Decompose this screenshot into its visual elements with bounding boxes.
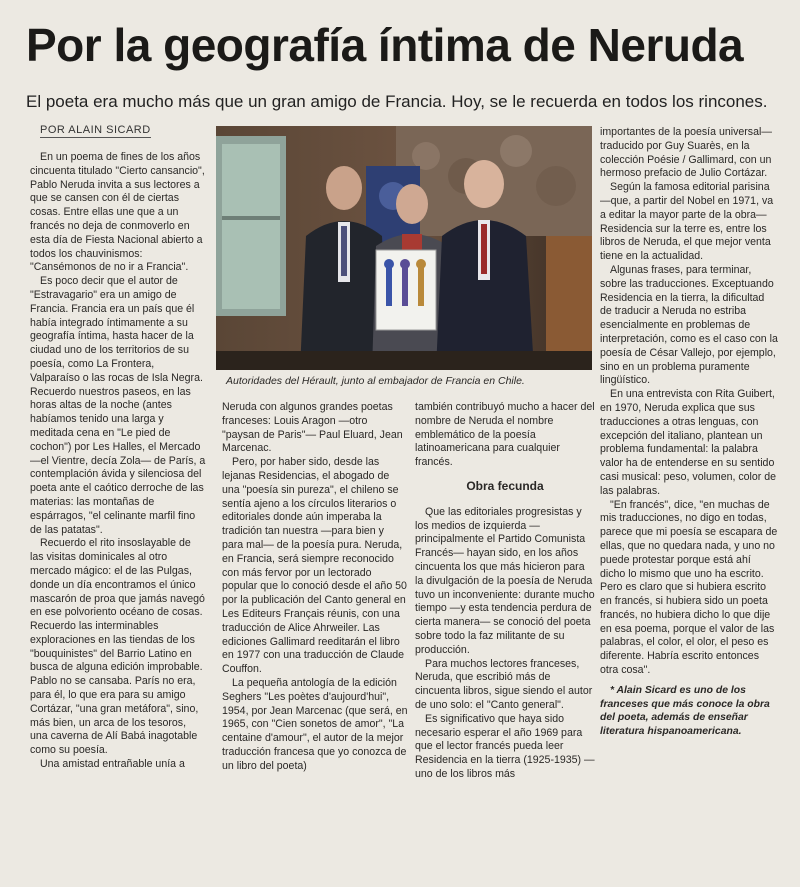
paragraph: Neruda con algunos grandes poetas franceses: Louis Aragon —otro "paysan de Paris"— Paul Eluard, Jean Marcenac.: [222, 401, 403, 455]
paragraph: Según la famosa editorial parisina —que, a partir del Nobel en 1971, va a editar la mayor parte de la obra— Residencia sur la terre es, entre los libros de Neruda, el que mejor venta tiene en la actualidad.: [600, 181, 774, 263]
article-photo: [216, 126, 592, 370]
paragraph: Para muchos lectores franceses, Neruda, que escribió más de cincuenta libros, sigue siendo el autor de uno solo: el "Canto general".: [415, 657, 593, 711]
paragraph: también contribuyó mucho a hacer del nombre de Neruda el nombre emblemático de la poesía latinoamericana para cualquier francés.: [415, 401, 595, 469]
deck-subtitle: El poeta era mucho más que un gran amigo de Francia. Hoy, se le recuerda en todos los rincones.: [26, 92, 768, 111]
photo-caption: Autoridades del Hérault, junto al embajador de Francia en Chile.: [226, 375, 525, 387]
paragraph: Algunas frases, para terminar, sobre las traducciones. Exceptuando Residencia en la tierra, la dificultad de traducir a Neruda no estriba esencialmente en problemas de interpretación, como es el caso con la poesía de César Vallejo, por ejemplo, sino en un problema puramente lingüístico.: [600, 263, 778, 387]
paragraph: "En francés", dice, "en muchas de mis traducciones, no digo en todas, parece que mi poesía se escapara de ellas, que no quedara nada, y uno no puede protestar porque está ahí dicho lo mismo que uno ha escrito. Pero es claro que si hubiera escrito en francés, si hubiera sido un poeta francés, no hubiera dicho lo que dije en esa poema, porque el valor de las palabras, el color, el olor, el peso es diferente. Habría escrito entonces otra cosa".: [600, 498, 778, 677]
paragraph: Pero, por haber sido, desde las lejanas Residencias, el abogado de una "poesía sin pureza", el chileno se sentía ajeno a los círculos literarios o editoriales donde aún imperaba la tradición tan nuestra —para bien y para mal— de la poesía pura. Neruda, en Francia, será siempre reconocido con más fervor por un lectorado popular que lo conoció desde el año 50 por la publicación del Canto general en Les Editeurs Français réunis, con una traducción de Alice Ahrweiler. Las ediciones Gallimard reeditarán el libro en 1977 con una traducción de Claude Couffon.: [222, 456, 407, 676]
paragraph: importantes de la poesía universal— traducido por Guy Suarès, en la colección Poésie / Gallimard, con un hermoso prefacio de Julio Cortázar.: [600, 126, 772, 180]
article-column-4: [600, 126, 778, 739]
paragraph: Una amistad entrañable unía a: [40, 758, 185, 771]
paragraph: Es poco decir que el autor de "Estravagario" era un amigo de Francia. Francia era un país que él había integrado íntimamente a su geografía íntima, hasta hacer de la ciudad uno de los territorios de su poesía, como La Frontera, Valparaíso o las rocas de Isla Negra. Recuerdo nuestros paseos, en las horas altas de la noche (antes habíamos tenido una larga y meditada cena en "Le pied de cochon") por Les Halles, el Mercado —el Vientre, decía Zola— de París, a contemplación ávida y silenciosa del poeta ante el caótico derroche de las materias: las montañas de espárragos, "el celinante marfil fino de las patatas".: [30, 275, 206, 536]
article-column-3: [415, 401, 595, 782]
author-note: * Alain Sicard es uno de los franceses que más conoce la obra del poeta, además de enseñar literatura hispanoamericana.: [600, 684, 770, 738]
photo-illustration: [216, 126, 592, 370]
paragraph: La pequeña antología de la edición Seghers "Les poètes d'aujourd'hui", 1954, por Jean Marcenac (que será, en 1965, con "Cien sonetos de amor", "La centaine d'amour", el autor de la mejor traducción francesa que yo conozca de un libro del poeta): [222, 676, 408, 772]
article-column-2: [222, 401, 408, 774]
headline: Por la geografía íntima de Neruda: [26, 19, 744, 71]
section-subhead: Obra fecunda: [466, 478, 544, 493]
paragraph: Que las editoriales progresistas y los medios de izquierda —principalmente el Partido Comunista Francés— hayan sido, en los años cincuenta los que más hicieron para la divulgación de la poesía de Neruda tuvo un inconveniente: durante mucho tiempo —y esta tendencia perdura de cierta manera— se conoció del poeta sobre todo la faz militante de su producción.: [415, 505, 595, 656]
paragraph: Recuerdo el rito insoslayable de las visitas dominicales al otro mercado mágico: el de las Pulgas, donde un día encontramos el único mascarón de proa que jamás navegó en ese polvoriento océano de cosas. Recuerdo las interminables exploraciones en las tiendas de los "bouquinistes" del Barrio Latino en busca de alguna edición improbable. Pablo no se cansaba. París no era, para él, lo que era para su amigo Cortázar, "una gran metáfora", sino, más bien, un arca de los tesoros, una caverna de Alí Babá inagotable como su poesía.: [30, 537, 205, 757]
article-column-1: [30, 151, 206, 772]
paragraph: En un poema de fines de los años cincuenta titulado "Cierto cansancio", Pablo Neruda invita a sus lectores a que se cansen con él de ciertas cosas. Entre ellas une que a un francés no deja de conmoverlo en esta día de Fiesta Nacional abierto a todos los chauvinismos: "Cansémonos de no ir a Francia".: [30, 151, 205, 274]
paragraph: En una entrevista con Rita Guibert, en 1970, Neruda explica que sus traducciones a otras lenguas, con excepción del italiano, plantean un problema fundamental: la palabra valor ha de entenderse en su sentido casi musical: peso, volumen, color de las palabras.: [600, 388, 777, 497]
byline: POR ALAIN SICARD: [40, 124, 151, 136]
paragraph: Es significativo que haya sido necesario esperar el año 1969 para que el lector francés pueda leer Residencia en la tierra (1925-1935) —uno de los libros más: [415, 712, 595, 780]
